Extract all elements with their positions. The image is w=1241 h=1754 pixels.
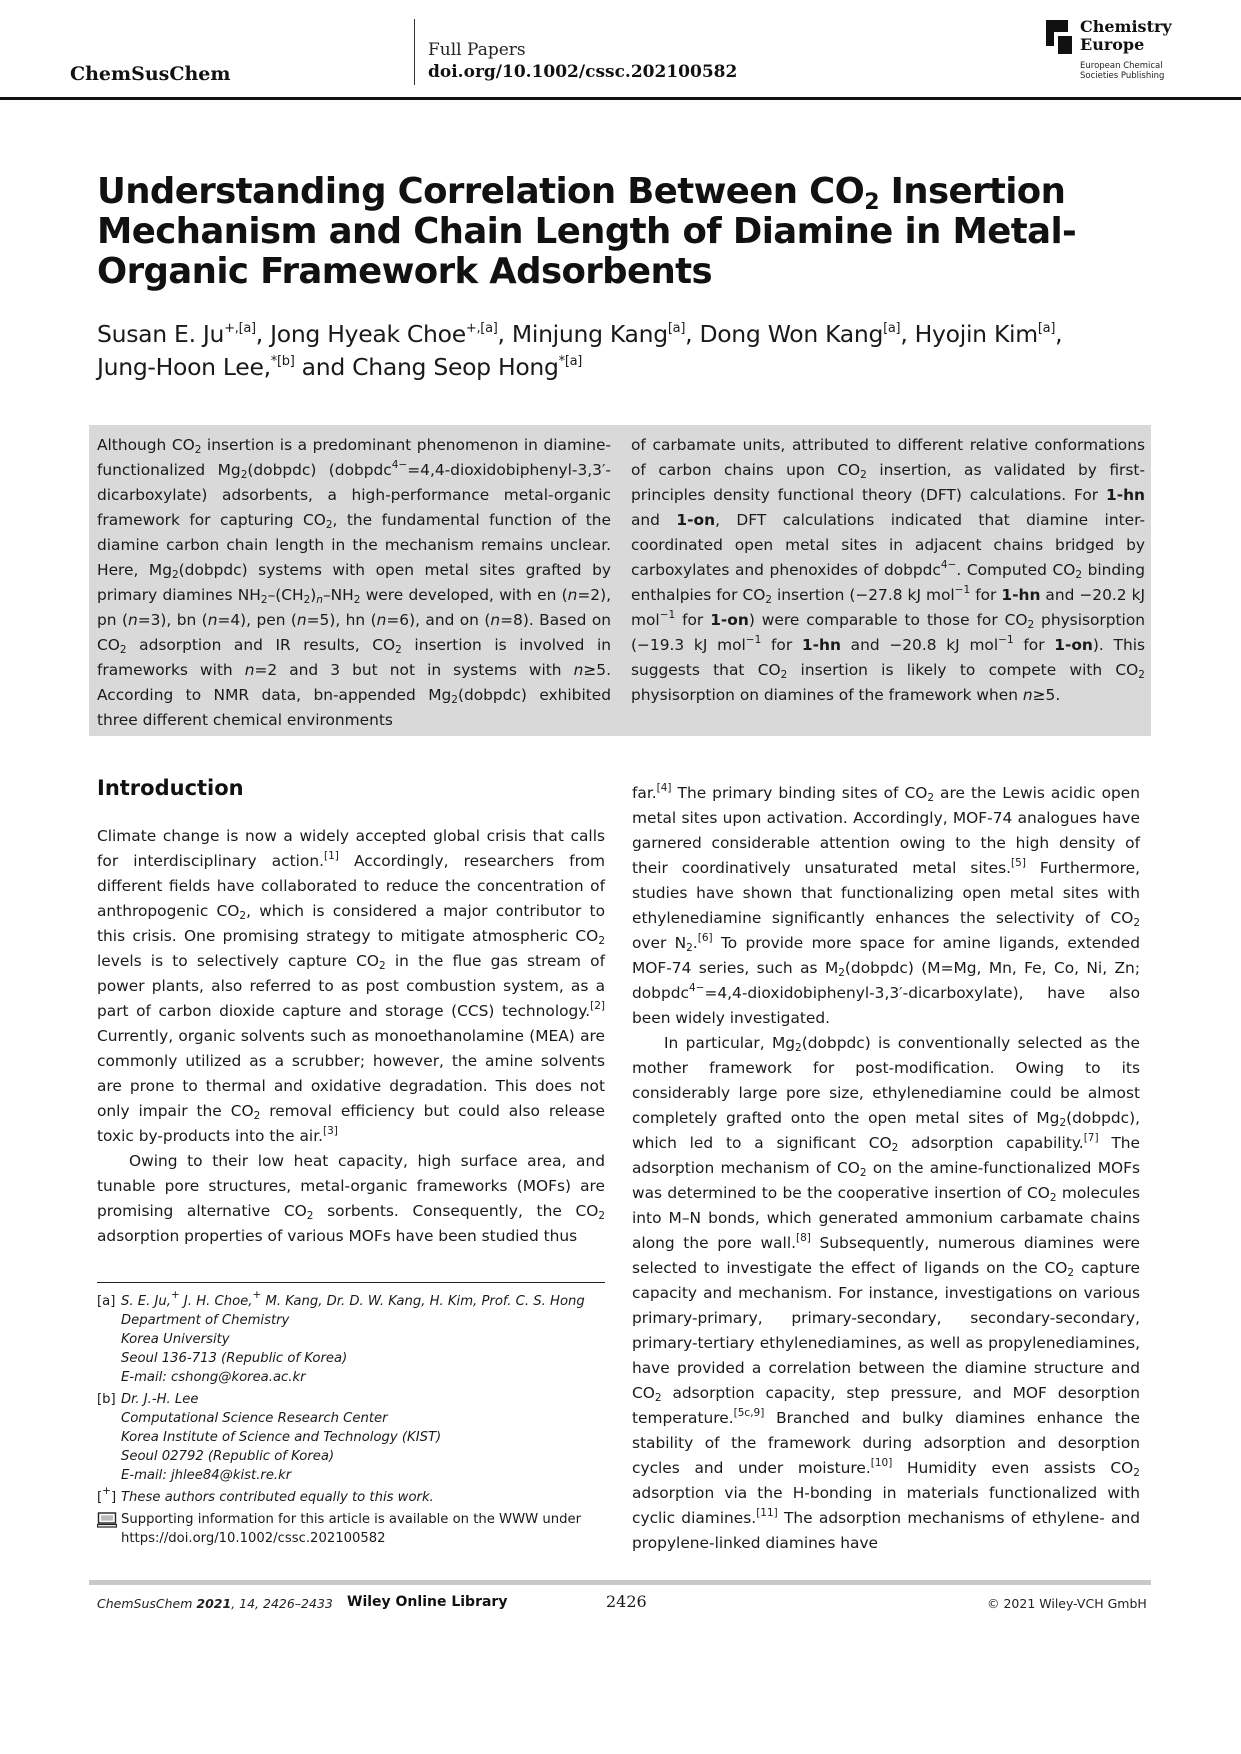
author: Jung-Hoon Lee: [97, 353, 264, 381]
logo-sub1: European Chemical: [1080, 61, 1163, 71]
logo-line1: Chemistry: [1080, 17, 1172, 36]
footnote-rule: [97, 1282, 605, 1283]
copyright: © 2021 Wiley-VCH GmbH: [987, 1596, 1147, 1611]
citation: ChemSusChem 2021, 14, 2426–2433: [97, 1596, 333, 1611]
chemistry-europe-logo[interactable]: [1046, 18, 1196, 82]
wiley-online-library[interactable]: Wiley Online Library: [347, 1594, 508, 1610]
paragraph: Climate change is now a widely accepted global crisis that calls for interdisciplinary action.[1] Accordingly, researchers from different fields have collaborated to reduce the concentration of anthropogenic $CO_2$, which is considered a major contributor to this crisis. One promising strategy to mitigate atmospheric $CO_2$ levels is to selectively capture $CO_2$ in the flue gas stream of power plants, also referred to as post combustion system, as a part of carbon dioxide capture and storage (CCS) technology.[2] Currently, organic solvents such as monoethanolamine (MEA) are commonly utilized as a scrubber; however, the amine solvents are prone to thermal and oxidative degradation. This does not only impair the $CO_2$ removal efficiency but could also release toxic by-products into the air.[3]: [97, 827, 605, 1145]
header-rule: [0, 97, 1241, 100]
footer-rule: [89, 1580, 1151, 1585]
header-divider: [414, 19, 415, 85]
paragraph: Owing to their low heat capacity, high surface area, and tunable pore structures, metal-organic frameworks (MOFs) are promising alternative $CO_2$ sorbents. Consequently, the $CO_2$ adsorption properties of various MOFs have been studied thus: [97, 1152, 606, 1245]
logo-sub2: Societies Publishing: [1080, 71, 1165, 81]
article-type: Full Papers: [428, 40, 526, 60]
computer-icon: [97, 1512, 117, 1528]
author: Chang Seop Hong: [352, 353, 559, 381]
page-number: 2426: [606, 1592, 647, 1611]
author: Minjung Kang: [511, 320, 668, 348]
paragraph: far.[4] The primary binding sites of $CO_2$ are the Lewis acidic open metal sites upon activation. Accordingly, MOF-74 analogues have garnered considerable attention owing to the high density of their coordinatively unsaturated metal sites.[5] Furthermore, studies have shown that functionalizing open metal sites with ethylenediamine significantly enhances the selectivity of $CO_2$ over $N_2.[6]$ To provide more space for amine ligands, extended MOF-74 series, such as $M_2(dobpdc)$ (M=Mg, Mn, Fe, Co, Ni, Zn; dobpdc$^{4-}$=4,4-dioxidobiphenyl-3,3′-dicarboxylate), have also been widely investigated.: [632, 782, 1140, 1027]
doi-link[interactable]: doi.org/10.1002/cssc.202100582: [428, 62, 738, 82]
supporting-info-note[interactable]: Supporting information for this article is available on the WWW under https://doi.org/10.1002/cssc.202100582: [97, 1510, 609, 1548]
section-heading-introduction: Introduction: [97, 776, 244, 800]
abstract-left-column: Although $CO_2$ insertion is a predominant phenomenon in diamine-functionalized $Mg_2(dobpdc)$ (dobpdc$^{4-}$=4,4-dioxidobiphenyl-3,3′-dicarboxylate) adsorbents, a high-performance metal-organic framework for capturing $CO_2$, the fundamental function of the diamine carbon chain length in the mechanism remains unclear. Here, $Mg_2(dobpdc)$ systems with open metal sites grafted by primary diamines $NH_2-(CH_2)_n-NH_2$ were developed, with en (n=2), pn (n=3), bn (n=4), pen (n=5), hn (n=6), and on (n=8). Based on $CO_2$ adsorption and IR results, $CO_2$ insertion is involved in frameworks with n=2 and 3 but not in systems with n≥5. According to NMR data, bn-appended $Mg_2(dobpdc)$ exhibited three different chemical environments: [97, 436, 611, 729]
paragraph: In particular, $Mg_2(dobpdc)$ is conventionally selected as the mother framework for post-modification. Owing to its considerably large pore size, ethylenediamine could be almost completely grafted onto the open metal sites of $Mg_2(dobpdc)$, which led to a significant $CO_2$ adsorption capability.[7] The adsorption mechanism of $CO_2$ on the amine-functionalized MOFs was determined to be the cooperative insertion of $CO_2$ molecules into M–N bonds, which generated ammonium carbamate chains along the pore wall.[8] Subsequently, numerous diamines were selected to investigate the effect of ligands on the $CO_2$ capture capacity and mechanism. For instance, investigations on various primary-primary, primary-secondary, secondary-secondary, primary-tertiary ethylenediamines, as well as propylenediamines, have provided a correlation between the diamine structure and $CO_2$ adsorption capacity, step pressure, and MOF desorption temperature.[5c,9] Branched and bulky diamines enhance the stability of the framework during adsorption and desorption cycles and under moisture.[10] Humidity even assists $CO_2$ adsorption via the H-bonding in materials functionalized with cyclic diamines.[11] The adsorption mechanisms of ethylene- and propylene-linked diamines have: [632, 1034, 1140, 1552]
affiliation-a: [a] S. E. Ju,+ J. H. Choe,+ M. Kang, Dr. D. W. Kang, H. Kim, Prof. C. S. Hong Department of Chemistry Korea University Seoul 136-713 (Republic of Korea) E-mail: cshong@korea.ac.kr: [97, 1289, 585, 1385]
logo-line2: Europe: [1080, 35, 1145, 54]
abstract-right-column: of carbamate units, attributed to different relative conformations of carbon chains upon $CO_2$ insertion, as validated by first-principles density functional theory (DFT) calculations. For 1-hn and 1-on, DFT calculations indicated that diamine inter-coordinated open metal sites in adjacent chains bridged by carboxylates and phenoxides of dobpdc$^{4-}$. Computed $CO_2$ binding enthalpies for $CO_2$ insertion (−27.8 kJ mol$^{-1}$ for 1-hn and −20.2 kJ mol$^{-1}$ for 1-on) were comparable to those for $CO_2$ physisorption (−19.3 kJ mol$^{-1}$ for 1-hn and −20.8 kJ mol$^{-1}$ for 1-on). This suggests that $CO_2$ insertion is likely to compete with $CO_2$ physisorption on diamines of the framework when n≥5.: [631, 436, 1146, 704]
author-list: Susan E. $Ju^{+,[a]}$, Jong Hyeak Choe$^{+,[a]}$, Minjung Kang[a], Dong Won Kang[a], Hyojin Kim[a], Jung-Hoon Lee,$^{*[b]}$ and Chang Seop Hong$^{*[a]}$: [97, 320, 1063, 381]
equal-contribution-note: [+] These authors contributed equally to this work.: [97, 1485, 434, 1505]
journal-name: ChemSusChem: [70, 63, 231, 85]
author: Jong Hyeak Choe: [270, 320, 466, 348]
body-right-column: [632, 781, 1140, 1556]
author: Dong Won Kang: [699, 320, 884, 348]
body-left-column: [97, 824, 605, 1249]
article-title: Understanding Correlation Between $CO_2$ Insertion Mechanism and Chain Length of Diamine in Metal-Organic Framework Adsorbents: [97, 171, 1077, 292]
affiliation-b: [b] Dr. J.-H. Lee Computational Science Research Center Korea Institute of Science and Technology (KIST) Seoul 02792 (Republic of Korea) E-mail: jhlee84@kist.re.kr: [97, 1392, 442, 1483]
author: Hyojin Kim: [914, 320, 1038, 348]
abstract-box: [89, 425, 1151, 736]
affiliations: [97, 1289, 609, 1551]
author: Susan E. Ju: [97, 320, 225, 348]
